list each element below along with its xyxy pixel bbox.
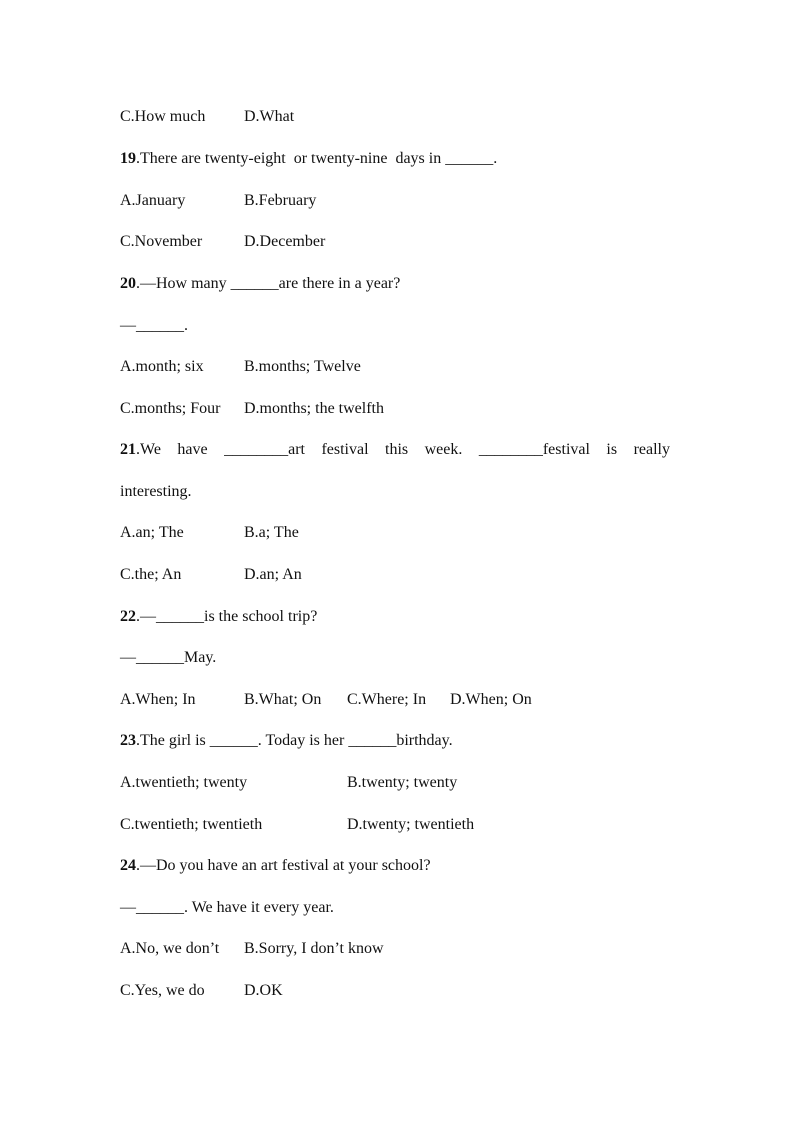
q21-stem-continued: interesting. [120,483,192,500]
question-number: 20 [120,275,136,292]
q22-option-a: A.When; In [120,691,196,708]
q20-option-d: D.months; the twelfth [244,400,384,417]
question-text: .—Do you have an art festival at your school? [136,857,431,874]
q20-option-c: C.months; Four [120,400,221,417]
q20-options-cd [120,399,384,479]
q22-reply: —______May. [120,649,217,666]
q19-option-b: B.February [244,192,317,209]
q19-stem [120,149,497,169]
q23-option-a: A.twentieth; twenty [120,774,248,791]
question-number: 23 [120,732,136,749]
q18-options-cd [120,107,295,187]
q21-option-d: D.an; An [244,566,302,583]
question-number: 22 [120,608,136,625]
question-text: .—How many ______are there in a year? [136,275,401,292]
q24-options-cd [120,981,283,1061]
q23-option-c: C.twentieth; twentieth [120,816,263,833]
question-text: .The girl is ______. Today is her ______birthday. [136,732,453,749]
q18-option-d: D.What [244,108,295,125]
q19-option-a: A.January [120,192,186,209]
q18-option-c: C.How much [120,108,206,125]
q23-stem [120,731,453,751]
q21-option-b: B.a; The [244,524,299,541]
question-number: 24 [120,857,136,874]
q22-option-b: B.What; On [244,691,322,708]
question-text: .—______is the school trip? [136,608,318,625]
question-text: .There are twenty-eight or twenty-nine days in ______. [136,150,498,167]
q22-stem [120,607,317,627]
q24-option-b: B.Sorry, I don’t know [244,940,384,957]
q20-option-a: A.month; six [120,358,204,375]
q23-option-b: B.twenty; twenty [347,774,458,791]
q20-option-b: B.months; Twelve [244,358,361,375]
q21-option-c: C.the; An [120,566,182,583]
q20-reply: —______. [120,317,188,334]
q24-option-a: A.No, we don’t [120,940,220,957]
question-number: 19 [120,150,136,167]
question-number: 21 [120,441,136,458]
q24-stem [120,856,431,876]
q24-reply: —______. We have it every year. [120,899,334,916]
q21-stem [120,440,670,460]
q22-option-d: D.When; On [450,691,532,708]
question-text: .We have ________art festival this week. ________festival is really [136,441,670,458]
q21-option-a: A.an; The [120,524,184,541]
q19-option-d: D.December [244,233,326,250]
q20-stem [120,274,400,294]
q24-option-d: D.OK [244,982,283,999]
q24-option-c: C.Yes, we do [120,982,205,999]
q22-option-c: C.Where; In [347,691,427,708]
q23-option-d: D.twenty; twentieth [347,816,475,833]
q19-option-c: C.November [120,233,203,250]
